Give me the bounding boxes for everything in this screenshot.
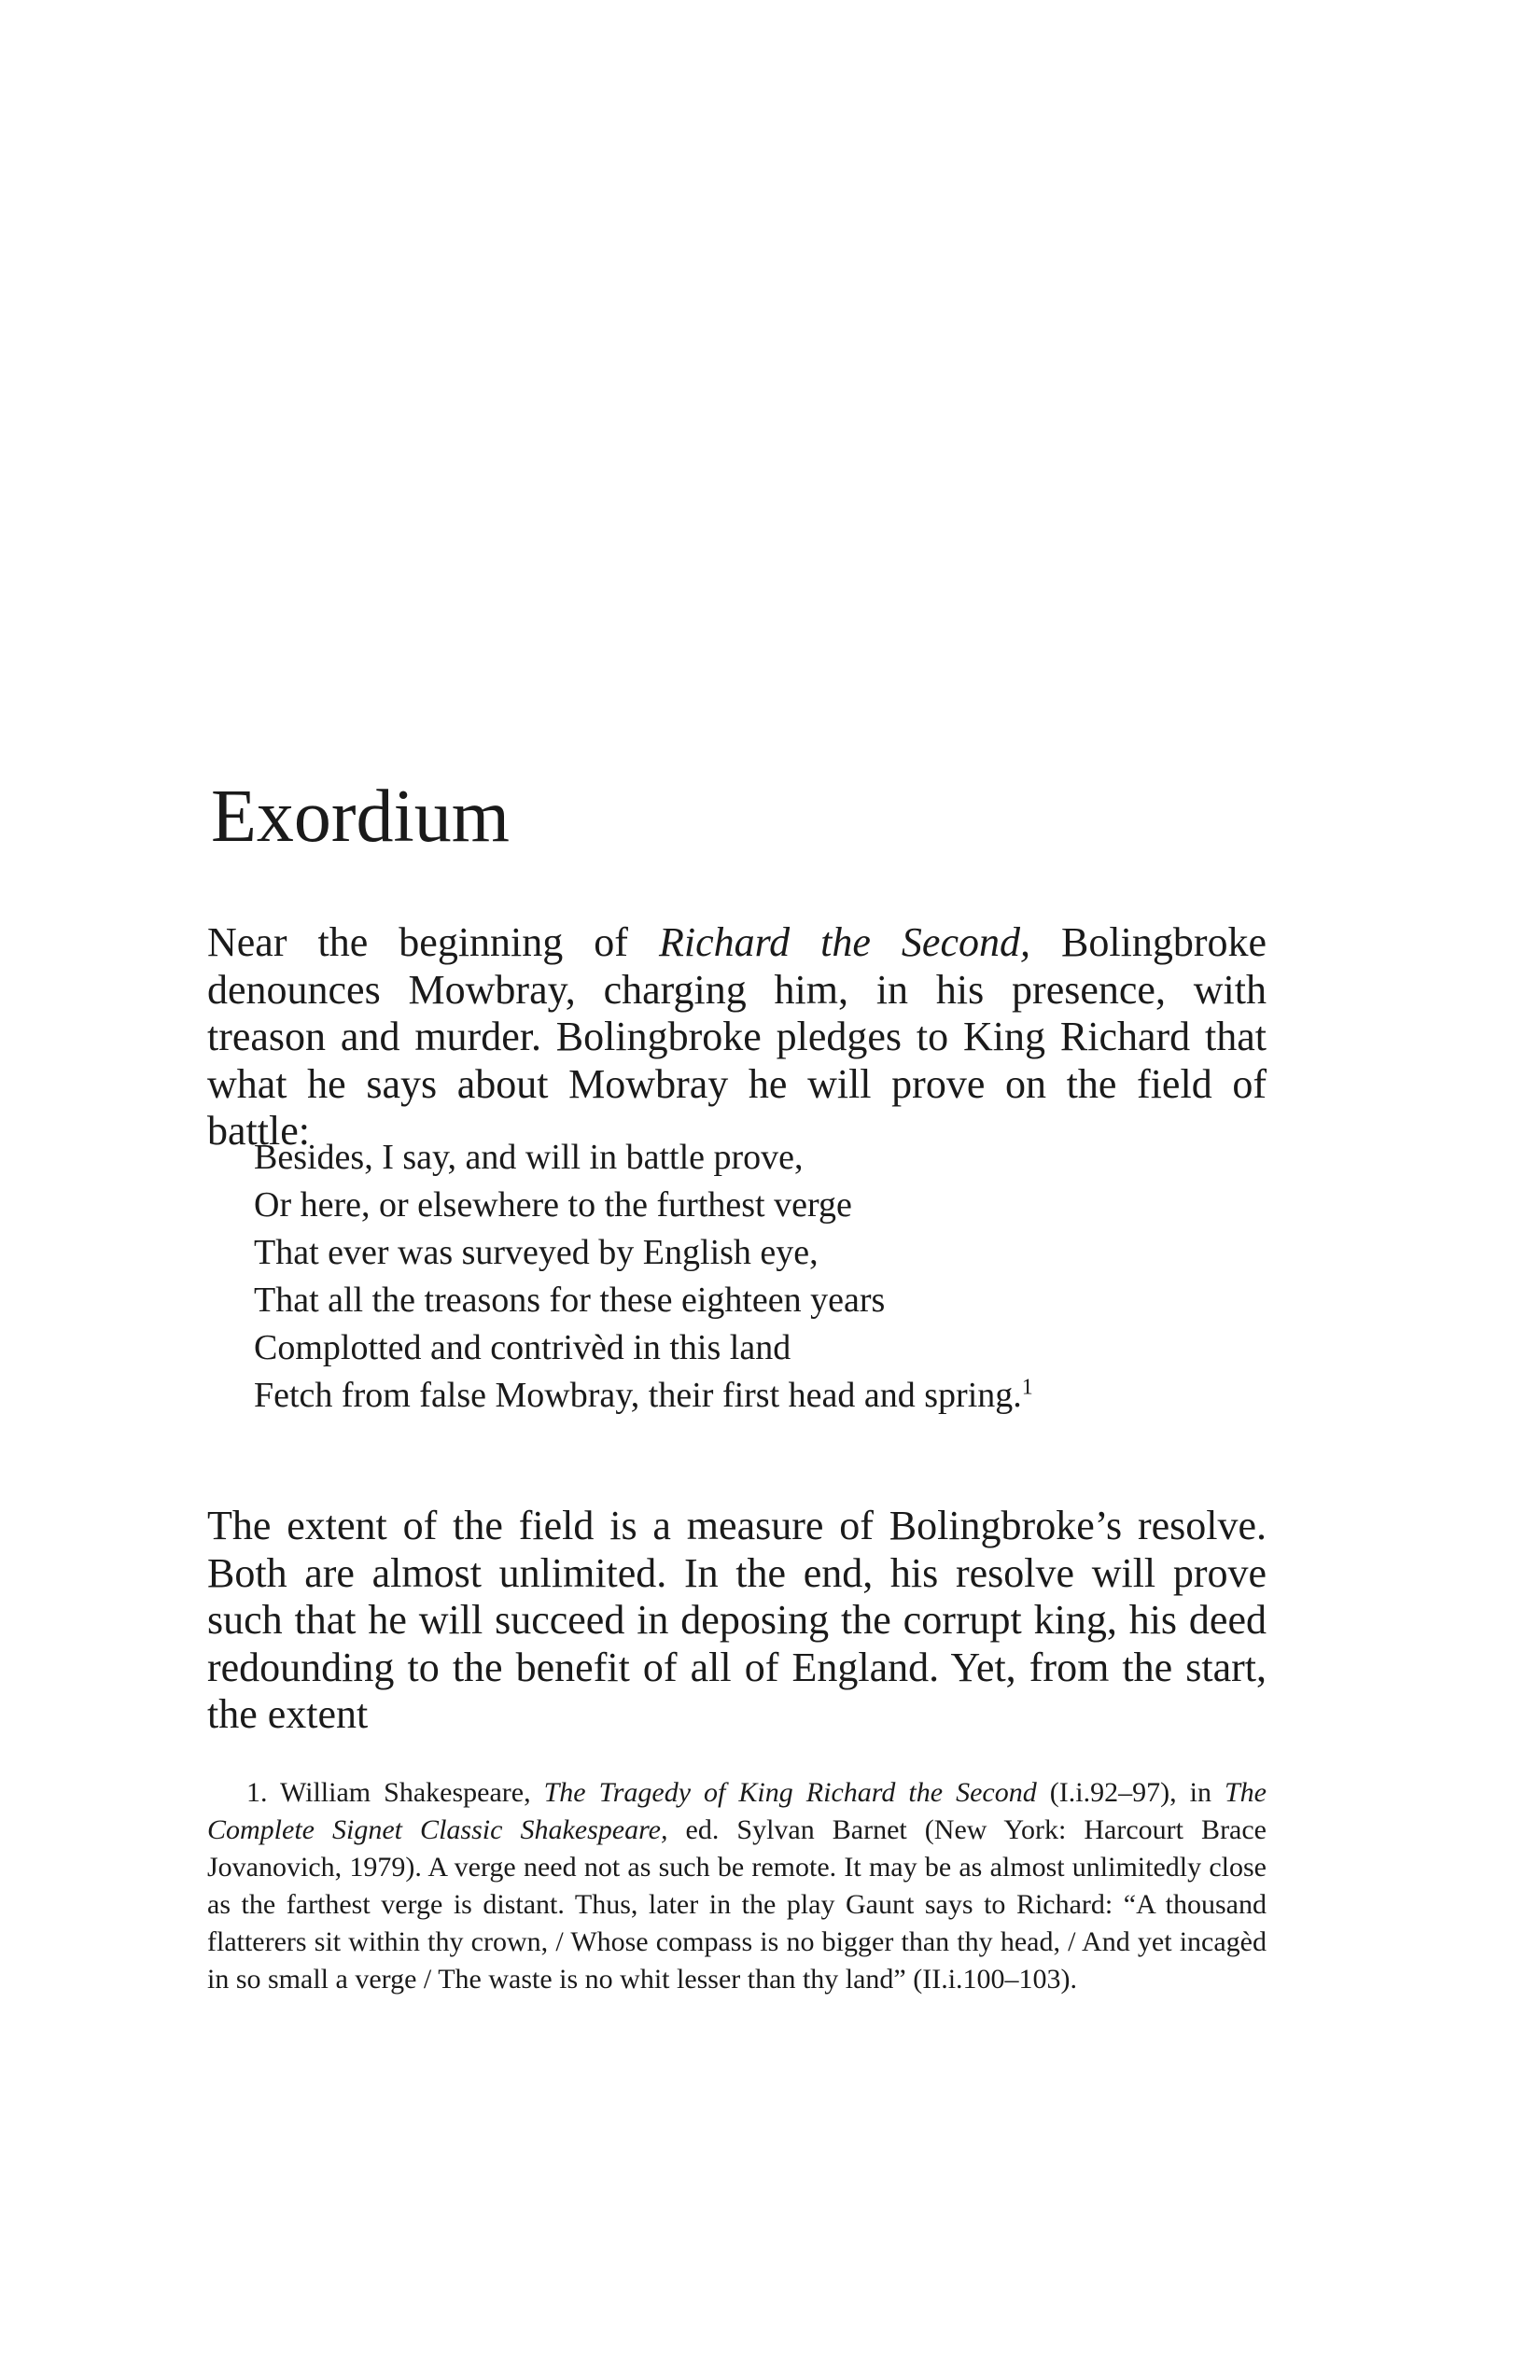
footnote	[207, 1774, 1267, 1998]
verse-line: Fetch from false Mowbray, their first head and spring.	[254, 1376, 1022, 1415]
footnote-number: 1.	[246, 1777, 268, 1808]
opening-paragraph	[207, 919, 1267, 1155]
footnote-author: William Shakespeare,	[267, 1777, 544, 1808]
verse-quotation	[254, 1134, 1033, 1420]
verse-line: Or here, or elsewhere to the furthest verge	[254, 1185, 852, 1225]
verse-line-last	[254, 1372, 1033, 1420]
play-title: Richard the Second,	[659, 919, 1030, 965]
verse-line: Complotted and contrivèd in this land	[254, 1328, 791, 1367]
verse-line: Besides, I say, and will in battle prove,	[254, 1138, 804, 1177]
verse-line: That ever was surveyed by English eye,	[254, 1233, 819, 1272]
footnote-collection-title: The Complete Signet Classic Shakespeare,	[207, 1777, 1267, 1845]
verse-line: That all the treasons for these eighteen years	[254, 1281, 886, 1320]
footnote-reference[interactable]: 1	[1021, 1375, 1033, 1400]
footnote-citation: (I.i.92–97), in	[1036, 1777, 1225, 1808]
footnote-text: ed. Sylvan Barnet (New York: Harcourt Brace Jovanovich, 1979). A verge need not as such be remote. It may be as almost unlimitedly close as the farthest verge is distant. Thus, later in the play Gaunt says to Richard: “A thousand flatterers sit within thy crown, / Whose compass is no bigger than thy head, / And yet incagèd in so small a verge / The waste is no whit lesser than thy land” (II.i.100–103).	[207, 1814, 1267, 1995]
second-paragraph: The extent of the field is a measure of Bolingbroke’s resolve. Both are almost unlimited. In the end, his resolve will prove such that he will succeed in deposing the corrupt king, his deed redounding to the benefit of all of England. Yet, from the start, the extent	[207, 1503, 1267, 1737]
paragraph-text: Near the beginning of	[207, 919, 659, 965]
paragraph-text: Bolingbroke denounces Mowbray, charging him, in his presence, with treason and murder. Bolingbroke pledges to King Richard that what he says about Mowbray he will prove on the field of battle:	[207, 919, 1267, 1154]
footnote-work-title: The Tragedy of King Richard the Second	[543, 1777, 1037, 1808]
chapter-title: Exordium	[211, 776, 510, 858]
